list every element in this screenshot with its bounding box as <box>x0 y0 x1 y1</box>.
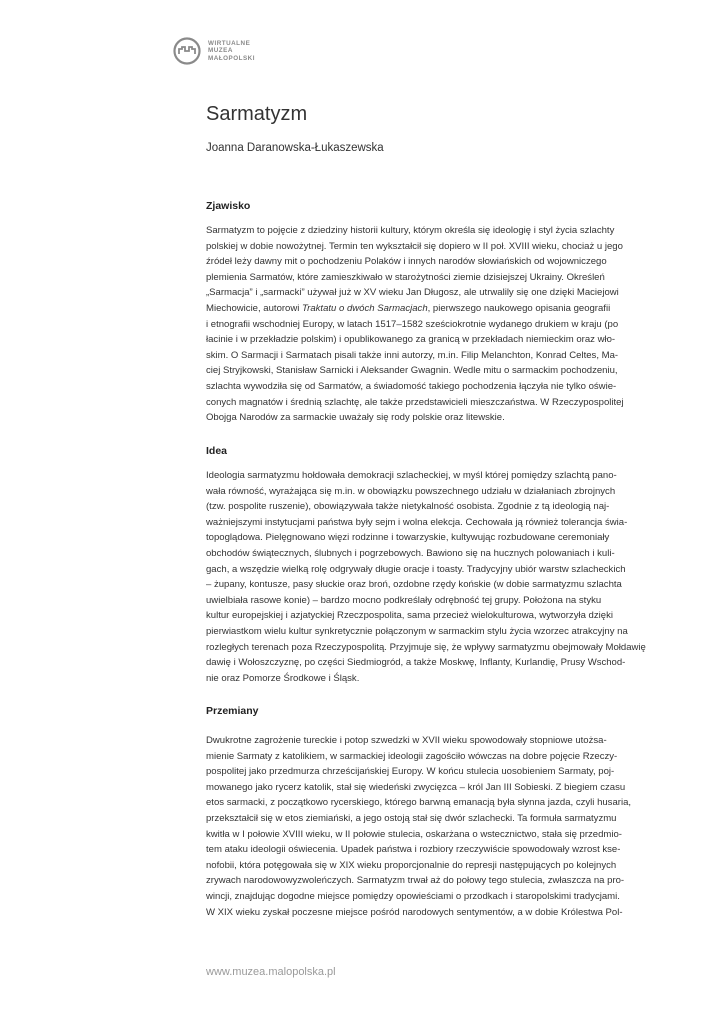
museum-logo-icon <box>173 37 201 65</box>
text-segment: Miechowicie, autorowi <box>206 302 303 314</box>
section-body-idea <box>206 468 686 686</box>
text-segment: „Sarmacja” i „sarmacki” używał już w XV wieku Jan Długosz, ale utrwalily się one dzięki Maciejowi <box>206 287 619 299</box>
text-segment: zrywach narodowowyzwoleńczych. Sarmatyzm trwał aż do połowy tego stulecia, zwłaszcza na pro- <box>206 875 625 887</box>
text-segment: kwitła w I połowie XVIII wieku, w II połowie stulecia, oskarżana o wstecznictwo, stała się przedmio- <box>206 828 622 840</box>
text-segment: dawię i Wołoszczyznę, po części Siedmiogród, a także Moskwę, Inflanty, Kurlandię, Prusy Wschod- <box>206 657 626 669</box>
text-segment: mienie Sarmaty z katolikiem, w sarmackiej ideologii zagościło wówczas na dobre pojęcie Rzeczy- <box>206 750 618 762</box>
text-segment: Ideologia sarmatyzmu hołdowała demokracji szlacheckiej, w myśl której pomiędzy szlachtą pano- <box>206 470 617 481</box>
text-segment: skim. O Sarmacji i Sarmatach pisali także inni autorzy, m.in. Filip Melanchton, Konrad Celtes, Ma- <box>206 349 619 361</box>
text-segment: tem ataku ideologii oświecenia. Upadek państwa i rozbiory rzeczywiście spowodowały wzrost kse- <box>206 844 621 856</box>
paragraph-line <box>206 593 686 609</box>
paragraph-line <box>206 301 686 317</box>
paragraph-line <box>206 858 686 874</box>
text-segment: plemienia Sarmatów, które zamieszkiwało w starożytności ziemie dzisiejszej Ukrainy. Określeń <box>206 271 605 283</box>
paragraph-line <box>206 811 686 827</box>
text-segment: wincji, znajdując dogodne miejsce pomiędzy opowieściami o przodkach i staropolskimi tradycjami. <box>206 890 620 902</box>
text-segment: kultur europejskiej i azjatyckiej Rzeczpospolita, sama przecież wielokulturowa, wytworzyła dzięki <box>206 610 613 622</box>
paragraph-line <box>206 546 686 562</box>
paragraph-line <box>206 655 686 671</box>
paragraph-line <box>206 348 686 364</box>
paragraph-line <box>206 379 686 395</box>
text-segment: wała równość, wyrażająca się m.in. w obowiązku powszechnego udziału w działaniach zbrojnych <box>206 485 616 497</box>
text-segment: pierwiastkom wielu kultur synkretycznie połączonym w sarmackim stylu życia wzorzec atrakcyjny na <box>206 625 628 637</box>
paragraph-line <box>206 223 686 239</box>
section-heading-przemiany: Przemiany <box>206 705 259 717</box>
text-segment: przekształcił się w etos ziemiański, a jego ostoją stał się dwór szlachecki. Ta formuła sarmatyzmu <box>206 812 617 824</box>
paragraph-line <box>206 270 686 286</box>
paragraph-line <box>206 577 686 593</box>
paragraph-line <box>206 499 686 515</box>
text-segment: , pierwszego naukowego opisania geografii <box>427 302 611 314</box>
paragraph-line <box>206 624 686 640</box>
text-segment: ważniejszymi instytucjami państwa były sejm i wolna elekcja. Cechowała ją również tolerancja świa- <box>206 516 628 528</box>
paragraph-line <box>206 889 686 905</box>
text-segment: nofobii, która potęgowała się w XIX wieku proporcjonalnie do represji następujących po kolejnych <box>206 859 617 871</box>
text-segment: topoglądowa. Pielęgnowano więzi rodzinne i towarzyskie, kultywując rozbudowane ceremoniały <box>206 532 610 544</box>
text-segment: i etnografii wschodniej Europy, w latach 1517–1582 sześciokrotnie wydanego drukiem w kraju (po <box>206 318 619 330</box>
text-segment: nie oraz Pomorze Środkowe i Śląsk. <box>206 672 360 684</box>
text-segment: obchodów świątecznych, ślubnych i pogrzebowych. Bawiono się na hucznych polowaniach i kuli- <box>206 547 615 559</box>
text-segment: źródeł leży dawny mit o pochodzeniu Polaków i innych narodów słowiańskich od wojowniczego <box>206 256 607 268</box>
page-title: Sarmatyzm <box>206 103 308 125</box>
paragraph-line <box>206 780 686 796</box>
paragraph-line <box>206 285 686 301</box>
text-segment: Obojga Narodów za sarmackie uważały się rody polskie oraz litewskie. <box>206 412 505 424</box>
paragraph-line <box>206 410 686 426</box>
text-segment: mowanego jako rycerz katolik, stał się wiedeński zwycięzca – król Jan III Sobieski. Z biegiem czasu <box>206 781 626 793</box>
section-heading-zjawisko: Zjawisko <box>206 200 251 212</box>
author-name: Joanna Daranowska-Łukaszewska <box>206 142 384 154</box>
text-segment: pospolitej jako przedmurza chrześcijańskiej Europy. W końcu stulecia uosobieniem Sarmaty, poj- <box>206 766 615 778</box>
paragraph-line <box>206 733 686 749</box>
text-segment: etos sarmacki, z początkowo rycerskiego, którego barwną emanacją była słynna jazda, czyli husaria, <box>206 797 632 809</box>
text-segment: – żupany, kontusze, pasy słuckie oraz broń, ozdobne rzędy końskie (w dobie sarmatyzmu szlachta <box>206 579 622 591</box>
text-segment: W XIX wieku zyskał poczesne miejsce pośród narodowych sentymentów, a w dobie Królestwa Pol- <box>206 906 623 918</box>
paragraph-line <box>206 515 686 531</box>
paragraph-line <box>206 239 686 255</box>
text-segment: conych magnatów i średnią szlachtę, ale także przedstawicieli mieszczaństwa. W Rzeczypospolitej <box>206 396 624 408</box>
paragraph-line <box>206 562 686 578</box>
text-segment: łacinie i w przekładzie polskim) i opublikowanego za granicą w przekładach niemieckim oraz wło- <box>206 334 616 346</box>
paragraph-line <box>206 749 686 765</box>
paragraph-line <box>206 842 686 858</box>
section-heading-idea: Idea <box>206 445 228 457</box>
section-body-przemiany <box>206 733 686 920</box>
paragraph-line <box>206 530 686 546</box>
text-segment: gach, a wszędzie wielką rolę odgrywały długie oracje i toasty. Tradycyjny ubiór warstw szlacheckich <box>206 563 626 575</box>
logo-line: MAŁOPOLSKI <box>208 54 255 62</box>
text-segment: rozległych terenach poza Rzeczypospolitą. Przyjmuje się, że wpływy sarmatyzmu obejmowały Mołdawię <box>206 641 646 653</box>
paragraph-line <box>206 484 686 500</box>
paragraph-line <box>206 795 686 811</box>
paragraph-line <box>206 671 686 687</box>
paragraph-line <box>206 905 686 921</box>
text-segment: Sarmatyzm to pojęcie z dziedziny historii kultury, którym określa się ideologię i styl życia szlachty <box>206 225 615 236</box>
paragraph-line <box>206 468 686 484</box>
paragraph-line <box>206 332 686 348</box>
text-segment: szlachta wywodziła się od Sarmatów, a świadomość takiego pochodzenia łączyła nie tylko oświe- <box>206 380 617 392</box>
footer-url[interactable]: www.muzea.malopolska.pl <box>206 966 336 978</box>
paragraph-line <box>206 395 686 411</box>
logo-text <box>208 40 255 62</box>
text-segment: polskiej w dobie nowożytnej. Termin ten wykształcił się dopiero w II poł. XVIII wieku, chociaż u jego <box>206 240 623 252</box>
paragraph-line <box>206 254 686 270</box>
logo-line: WIRTUALNE <box>208 40 251 48</box>
paragraph-line <box>206 764 686 780</box>
site-logo[interactable] <box>173 37 255 65</box>
paragraph-line <box>206 608 686 624</box>
section-body-zjawisko <box>206 223 686 426</box>
paragraph-line <box>206 640 686 656</box>
paragraph-line <box>206 873 686 889</box>
logo-line: MUZEA <box>208 47 233 55</box>
paragraph-line <box>206 317 686 333</box>
text-segment: uwielbiała rasowe konie) – bardzo mocno podkreślały odrębność tej grupy. Położona na styku <box>206 594 602 606</box>
paragraph-line <box>206 363 686 379</box>
text-segment: (tzw. pospolite ruszenie), obowiązywała także nietykalność osobista. Zgodnie z tą ideologią naj- <box>206 501 610 513</box>
italic-title-text: Traktatu o dwóch Sarmacjach <box>302 302 428 314</box>
paragraph-line <box>206 827 686 843</box>
text-segment: Dwukrotne zagrożenie tureckie i potop szwedzki w XVII wieku spowodowały stopniowe utożsa- <box>206 735 607 746</box>
text-segment: ciej Stryjkowski, Stanisław Sarnicki i Aleksander Gwagnin. Wedle mitu o sarmackim pochodzeniu, <box>206 365 618 377</box>
